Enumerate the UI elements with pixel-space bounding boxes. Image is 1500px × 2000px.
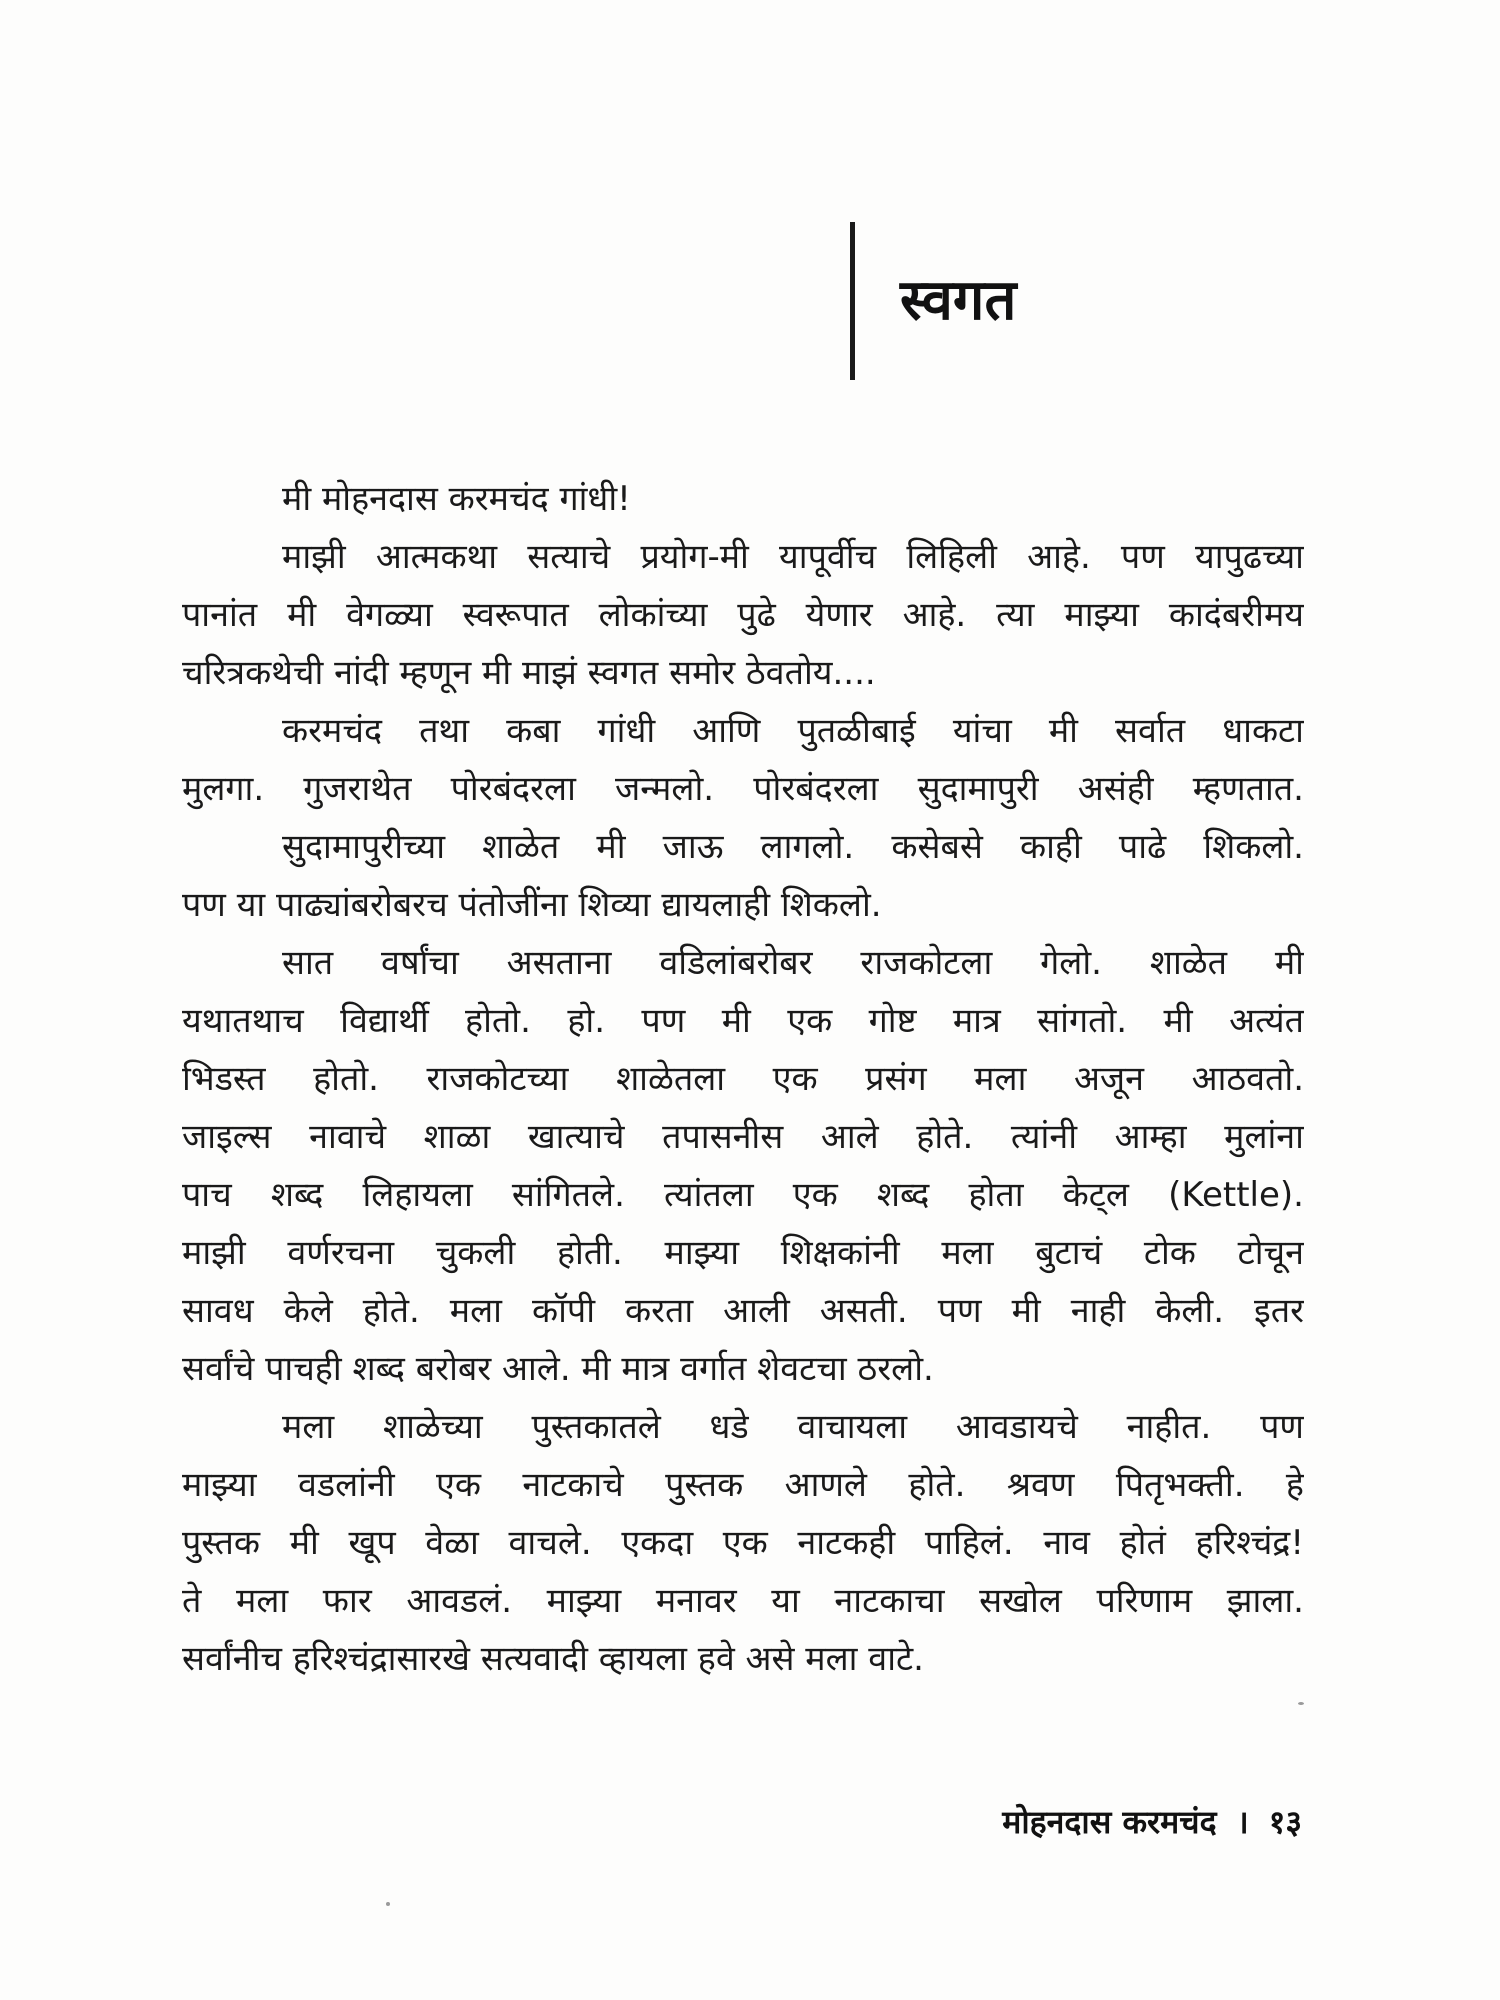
text-line: पुस्तक मी खूप वेळा वाचले. एकदा एक नाटकही पाहिलं. नाव होतं हरिश्चंद्र!	[182, 1523, 1304, 1563]
text-line: ते मला फार आवडलं. माझ्या मनावर या नाटकाचा सखोल परिणाम झाला.	[182, 1581, 1304, 1621]
title-vertical-rule	[850, 222, 855, 380]
body-text	[182, 470, 1304, 1688]
text-line: मुलगा. गुजराथेत पोरबंदरला जन्मलो. पोरबंदरला सुदामापुरी असंही म्हणतात.	[182, 769, 1304, 809]
text-line: सावध केले होते. मला कॉपी करता आली असती. पण मी नाही केली. इतर	[182, 1291, 1304, 1331]
print-speck	[386, 1902, 390, 1906]
text-line: पाच शब्द लिहायला सांगितले. त्यांतला एक शब्द होता केट्ल (Kettle).	[182, 1175, 1304, 1215]
text-line: पानांत मी वेगळ्या स्वरूपात लोकांच्या पुढे येणार आहे. त्या माझ्या कादंबरीमय	[182, 595, 1304, 635]
text-line: जाइल्स नावाचे शाळा खात्याचे तपासनीस आले होते. त्यांनी आम्हा मुलांना	[182, 1117, 1304, 1157]
text-line: सात वर्षांचा असताना वडिलांबरोबर राजकोटला गेलो. शाळेत मी	[282, 943, 1304, 983]
footer-book-title: मोहनदास करमचंद	[1002, 1803, 1217, 1841]
footer-separator: ।	[1236, 1803, 1249, 1841]
text-line: सुदामापुरीच्या शाळेत मी जाऊ लागलो. कसेबसे काही पाढे शिकलो.	[282, 827, 1304, 867]
text-line: मला शाळेच्या पुस्तकातले धडे वाचायला आवडायचे नाहीत. पण	[282, 1407, 1304, 1447]
text-line: करमचंद तथा कबा गांधी आणि पुतळीबाई यांचा मी सर्वात धाकटा	[282, 711, 1304, 751]
text-line: भिडस्त होतो. राजकोटच्या शाळेतला एक प्रसंग मला अजून आठवतो.	[182, 1059, 1304, 1099]
text-line: पण या पाढ्यांबरोबरच पंतोजींना शिव्या द्यायलाही शिकलो.	[182, 885, 882, 925]
text-line: सर्वांनीच हरिश्चंद्रासारखे सत्यवादी व्हायला हवे असे मला वाटे.	[182, 1639, 924, 1679]
page-number: १३	[1268, 1803, 1302, 1841]
text-line: माझी आत्मकथा सत्याचे प्रयोग-मी यापूर्वीच लिहिली आहे. पण यापुढच्या	[282, 537, 1304, 577]
text-line: चरित्रकथेची नांदी म्हणून मी माझं स्वगत समोर ठेवतोय....	[182, 653, 876, 693]
chapter-title: स्वगत	[900, 268, 1017, 333]
text-line: मी मोहनदास करमचंद गांधी!	[282, 479, 631, 519]
print-speck	[1298, 1702, 1304, 1705]
text-line: यथातथाच विद्यार्थी होतो. हो. पण मी एक गोष्ट मात्र सांगतो. मी अत्यंत	[182, 1001, 1304, 1041]
text-line: माझ्या वडलांनी एक नाटकाचे पुस्तक आणले होते. श्रवण पितृभक्ती. हे	[182, 1465, 1304, 1505]
text-line: माझी वर्णरचना चुकली होती. माझ्या शिक्षकांनी मला बुटाचं टोक टोचून	[182, 1233, 1304, 1273]
page-footer	[910, 1800, 1302, 1844]
text-line: सर्वांचे पाचही शब्द बरोबर आले. मी मात्र वर्गात शेवटचा ठरलो.	[182, 1349, 934, 1389]
